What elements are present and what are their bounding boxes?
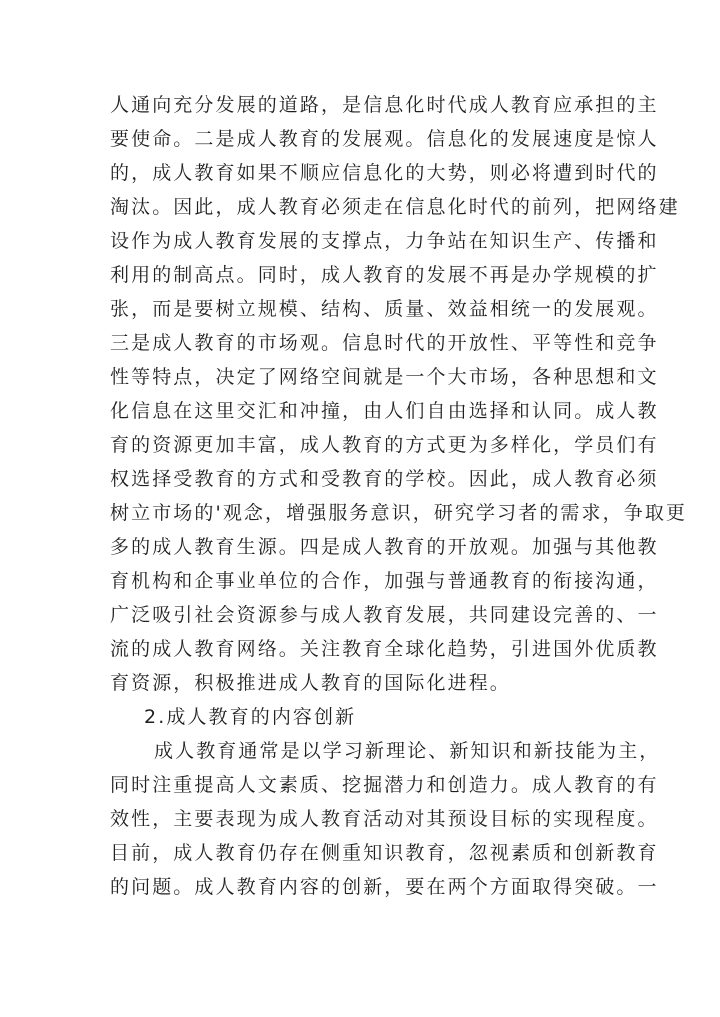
text-line: 三是成人教育的市场观。信息时代的开放性、平等性和竞争 xyxy=(110,332,659,354)
text-line: 育资源，积极推进成人教育的国际化进程。 xyxy=(110,672,511,694)
text-line: 成人教育通常是以学习新理论、新知识和新技能为主， xyxy=(154,740,661,762)
text-line: 育的资源更加丰富，成人教育的方式更为多样化，学员们有 xyxy=(110,434,659,456)
text-line: 的，成人教育如果不顺应信息化的大势，则必将遭到时代的 xyxy=(110,162,659,184)
text-line: 同时注重提高人文素质、挖掘潜力和创造力。成人教育的有 xyxy=(110,774,659,796)
text-line: 育机构和企事业单位的合作，加强与普通教育的衔接沟通， xyxy=(110,570,659,592)
text-line: 树立市场的'观念，增强服务意识，研究学习者的需求，争取更 xyxy=(110,502,688,524)
text-line: 设作为成人教育发展的支撑点，力争站在知识生产、传播和 xyxy=(110,230,659,252)
text-line: 效性，主要表现为成人教育活动对其预设目标的实现程度。 xyxy=(110,808,659,830)
text-line: 性等特点，决定了网络空间就是一个大市场，各种思想和文 xyxy=(110,366,659,388)
document-page xyxy=(110,88,688,904)
text-line: 张，而是要树立规模、结构、质量、效益相统一的发展观。 xyxy=(110,298,659,320)
text-line: 淘汰。因此，成人教育必须走在信息化时代的前列，把网络建 xyxy=(110,196,680,218)
text-line: 多的成人教育生源。四是成人教育的开放观。加强与其他教 xyxy=(110,536,659,558)
text-line: 权选择受教育的方式和受教育的学校。因此，成人教育必须 xyxy=(110,468,659,490)
text-line: 流的成人教育网络。关注教育全球化趋势，引进国外优质教 xyxy=(110,638,659,660)
text-line: 要使命。二是成人教育的发展观。信息化的发展速度是惊人 xyxy=(110,128,659,150)
text-line: 的问题。成人教育内容的创新，要在两个方面取得突破。一 xyxy=(110,876,659,898)
text-line: 化信息在这里交汇和冲撞，由人们自由选择和认同。成人教 xyxy=(110,400,659,422)
text-line: 人通向充分发展的道路，是信息化时代成人教育应承担的主 xyxy=(110,94,659,116)
text-line: 目前，成人教育仍存在侧重知识教育，忽视素质和创新教育 xyxy=(110,842,659,864)
text-line: 利用的制高点。同时，成人教育的发展不再是办学规模的扩 xyxy=(110,264,659,286)
section-heading: 2.成人教育的内容创新 xyxy=(144,706,357,728)
text-line: 广泛吸引社会资源参与成人教育发展，共同建设完善的、一 xyxy=(110,604,659,626)
